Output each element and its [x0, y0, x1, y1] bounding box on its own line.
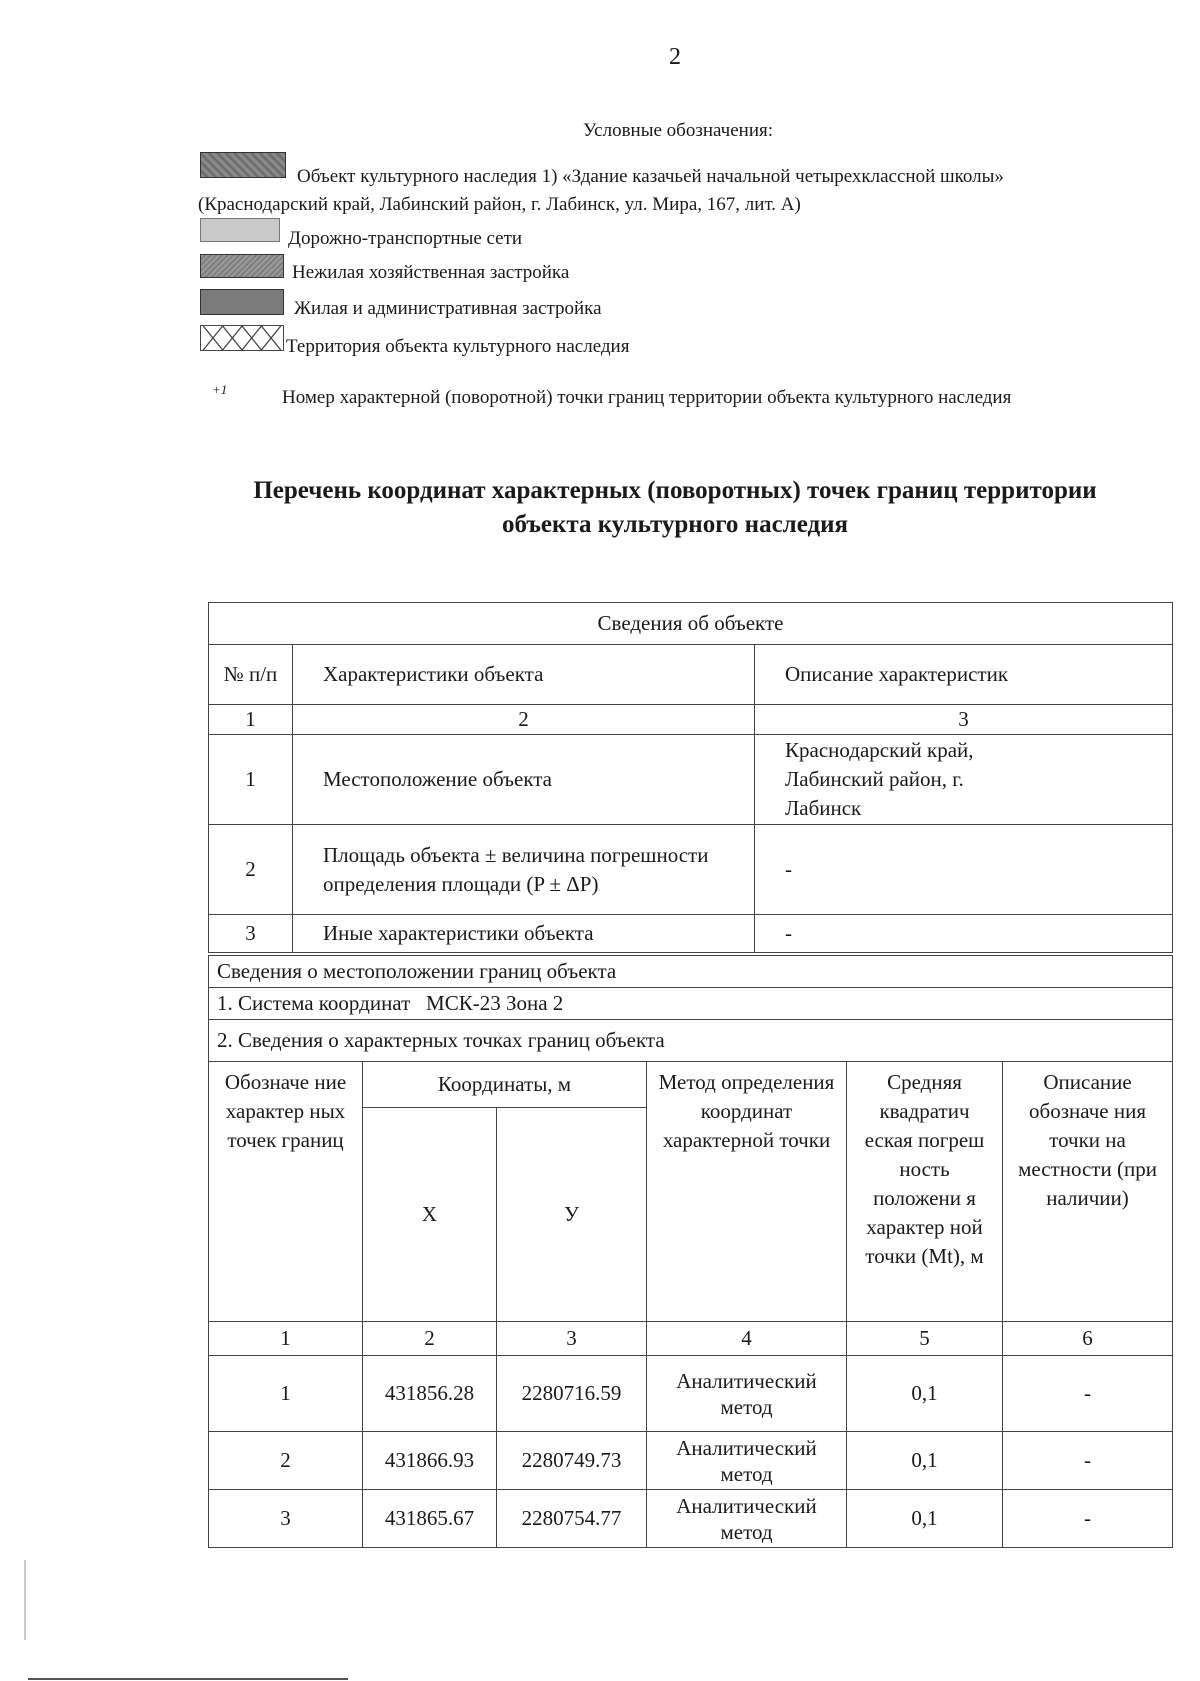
- points-section-title: 2. Сведения о характерных точках границ объекта: [209, 1020, 1173, 1062]
- legend-item-non-residential: Нежилая хозяйственная застройка: [292, 262, 570, 283]
- table-title: [200, 474, 1150, 542]
- characteristic-cell: Местоположение объекта: [293, 735, 755, 825]
- characteristic-cell: Иные характеристики объекта: [293, 915, 755, 953]
- col-number-2: 2: [293, 705, 755, 735]
- col-number-3: 3: [755, 705, 1173, 735]
- characteristic-cell: Площадь объекта ± величина погрешности определения площади (P ± ΔP): [293, 825, 755, 915]
- legend-item-heritage-territory: Территория объекта культурного наследия: [286, 336, 630, 357]
- point-error: 0,1: [847, 1490, 1003, 1548]
- point-method: Аналитический метод: [647, 1356, 847, 1432]
- legend-item-residential: Жилая и административная застройка: [294, 298, 602, 319]
- row-number: 3: [209, 915, 293, 953]
- point-y: 2280716.59: [497, 1356, 647, 1432]
- point-x: 431856.28: [363, 1356, 497, 1432]
- legend-item-road-network: Дорожно-транспортные сети: [288, 228, 523, 249]
- col-number-1: 1: [209, 705, 293, 735]
- table-row: [209, 1490, 1173, 1548]
- header-y: У: [497, 1108, 647, 1322]
- boundary-points-table: [208, 955, 1173, 1548]
- point-description: -: [1003, 1432, 1173, 1490]
- non-residential-swatch: [200, 254, 284, 278]
- col-number-6: 6: [1003, 1322, 1173, 1356]
- point-method: Аналитический метод: [647, 1490, 847, 1548]
- scan-margin-mark: [24, 1560, 26, 1640]
- point-description: -: [1003, 1356, 1173, 1432]
- coordinate-system-row: [209, 988, 1173, 1020]
- table-row: [209, 1356, 1173, 1432]
- page-number: 2: [669, 44, 681, 70]
- object-info-table: [208, 602, 1173, 953]
- heritage-territory-swatch: [200, 325, 284, 351]
- residential-swatch: [200, 289, 284, 315]
- table-title-line-2: объекта культурного наследия: [501, 511, 849, 538]
- boundary-section-title: Сведения о местоположении границ объекта: [209, 956, 1173, 988]
- col-number-3: 3: [497, 1322, 647, 1356]
- col-number-5: 5: [847, 1322, 1003, 1356]
- header-row-number: № п/п: [209, 645, 293, 705]
- legend-item-boundary-point: Номер характерной (поворотной) точки границ территории объекта культурного наследия: [282, 387, 1012, 408]
- table-row: [209, 1432, 1173, 1490]
- point-number: 2: [209, 1432, 363, 1490]
- header-description: Описание характеристик: [755, 645, 1173, 705]
- heritage-object-swatch: [200, 152, 286, 178]
- legend-item-heritage-address: (Краснодарский край, Лабинский район, г. Лабинск, ул. Мира, 167, лит. А): [198, 194, 801, 215]
- description-cell: -: [755, 915, 1173, 953]
- legend-item-heritage-object: Объект культурного наследия 1) «Здание казачьей начальной четырехклассной школы»: [297, 166, 1004, 187]
- point-y: 2280754.77: [497, 1490, 647, 1548]
- legend-title: Условные обозначения:: [582, 120, 774, 141]
- col-number-2: 2: [363, 1322, 497, 1356]
- header-method: Метод определения координат характерной точки: [647, 1062, 847, 1322]
- point-y: 2280749.73: [497, 1432, 647, 1490]
- coordinate-system-value: МСК-23 Зона 2: [426, 991, 564, 1015]
- point-method: Аналитический метод: [647, 1432, 847, 1490]
- header-characteristic: Характеристики объекта: [293, 645, 755, 705]
- point-error: 0,1: [847, 1432, 1003, 1490]
- point-number: 1: [209, 1356, 363, 1432]
- coordinate-system-label: 1. Система координат: [217, 991, 411, 1015]
- header-coordinates: Координаты, м: [363, 1062, 647, 1108]
- point-error: 0,1: [847, 1356, 1003, 1432]
- row-number: 1: [209, 735, 293, 825]
- header-point-designation: Обозначе ние характер ных точек границ: [209, 1062, 363, 1322]
- object-info-caption: Сведения об объекте: [209, 603, 1173, 645]
- col-number-1: 1: [209, 1322, 363, 1356]
- header-point-description: Описание обозначе ния точки на местности (при наличии): [1003, 1062, 1173, 1322]
- boundary-point-symbol: +1: [212, 382, 228, 397]
- point-x: 431866.93: [363, 1432, 497, 1490]
- col-number-4: 4: [647, 1322, 847, 1356]
- description-cell: Краснодарский край, Лабинский район, г. Лабинск: [755, 735, 1173, 825]
- road-network-swatch: [200, 218, 280, 242]
- point-number: 3: [209, 1490, 363, 1548]
- point-description: -: [1003, 1490, 1173, 1548]
- description-cell: -: [755, 825, 1173, 915]
- header-error: Средняя квадратич еская погреш ность положени я характер ной точки (Mt), м: [847, 1062, 1003, 1322]
- point-x: 431865.67: [363, 1490, 497, 1548]
- footnote-rule: [28, 1678, 348, 1680]
- row-number: 2: [209, 825, 293, 915]
- header-x: X: [363, 1108, 497, 1322]
- table-title-line-1: Перечень координат характерных (поворотных) точек границ территории: [253, 477, 1097, 504]
